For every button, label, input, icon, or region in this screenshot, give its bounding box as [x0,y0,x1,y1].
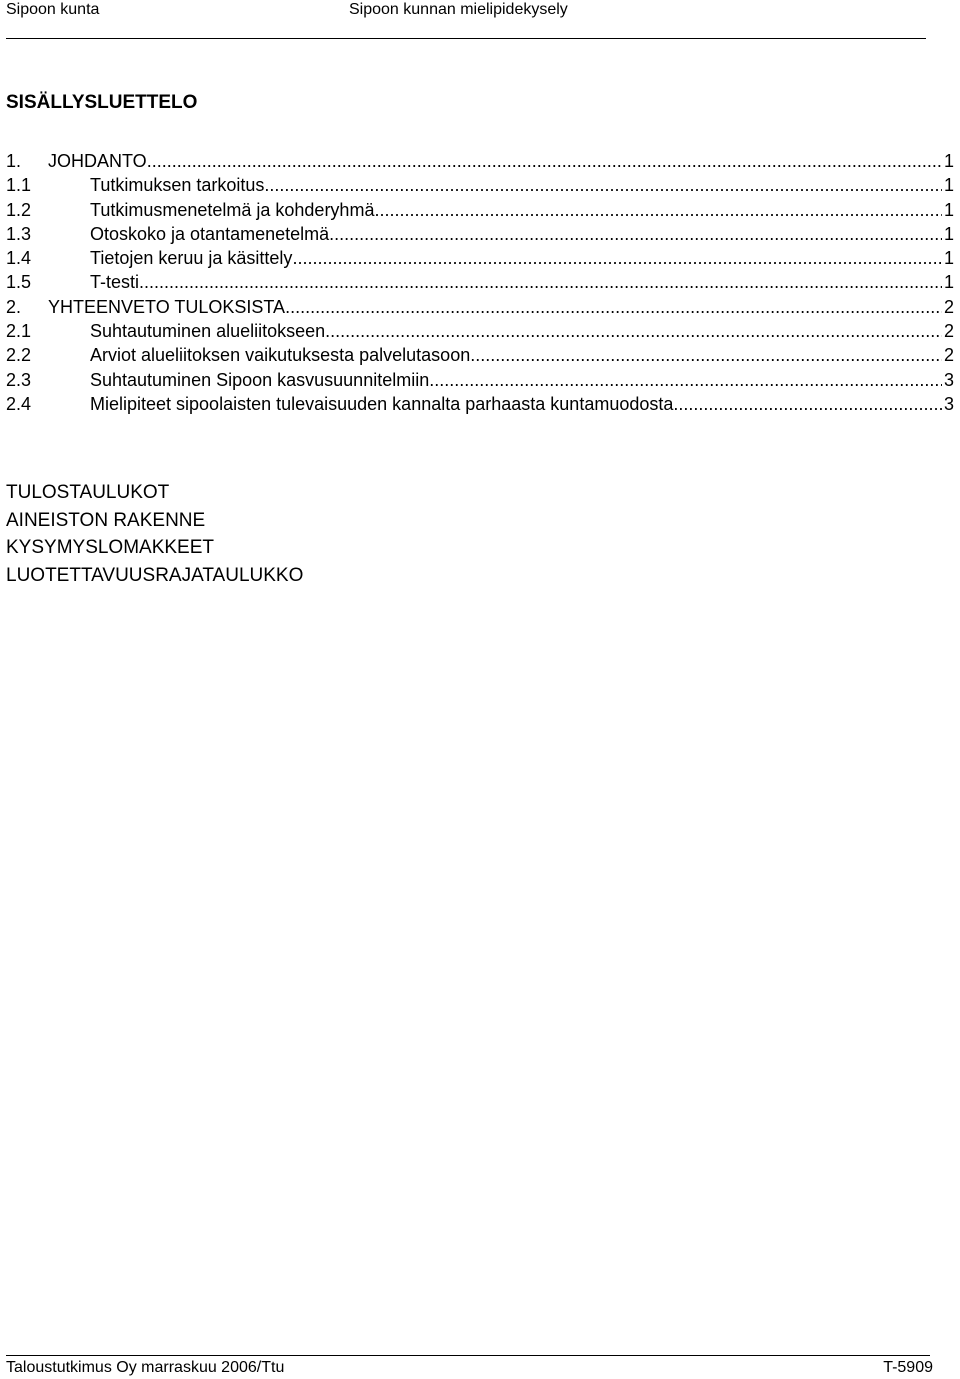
header-document-title: Sipoon kunnan mielipidekysely [349,1,568,18]
toc-entry-number: 1. [6,151,22,171]
toc-entry-title: Mielipiteet sipoolaisten tulevaisuuden kannalta parhaasta kuntamuodosta [90,393,674,414]
toc-entry-1-2[interactable] [6,200,954,224]
toc-entry-page: 1 [943,248,954,269]
toc-entry-title: Otoskoko ja otantamenetelmä [90,223,330,244]
toc-entry-number: 1.5 [6,272,32,293]
toc-entry-2-3[interactable] [6,370,954,394]
toc-entry-2-1[interactable] [6,321,954,345]
toc-entry-2-4[interactable] [6,394,954,418]
toc-entry-page: 3 [943,393,954,414]
toc-leader-dots [673,394,942,415]
toc-entry-1-4[interactable] [6,248,954,272]
toc-leader-dots [264,175,942,196]
toc-heading: SISÄLLYSLUETTELO [6,92,198,113]
toc-entry-page: 1 [943,175,954,196]
toc-entry-title: Tutkimuksen tarkoitus [90,175,265,196]
toc-entry-title: Tietojen keruu ja käsittely [90,248,293,269]
toc-entry-number: 2.1 [6,321,32,342]
page-footer [6,1355,933,1376]
toc-entry-number: 2.3 [6,369,32,390]
appendix-item: TULOSTAULUKOT [6,482,170,503]
toc-entry-2[interactable] [6,297,954,321]
toc-leader-dots [139,272,942,293]
toc-entry-title: Tutkimusmenetelmä ja kohderyhmä [90,199,375,220]
appendix-item: LUOTETTAVUUSRAJATAULUKKO [6,564,304,586]
appendix-item: AINEISTON RAKENNE [6,509,206,531]
toc-entry-page: 1 [943,272,954,293]
toc-entry-title: JOHDANTO [48,151,147,171]
toc-entry-page: 1 [943,223,954,244]
toc-entry-page: 1 [943,151,954,171]
toc-entry-1-1[interactable] [6,175,954,199]
toc-entry-1-3[interactable] [6,224,954,248]
appendix-list [6,481,303,591]
page-header [6,0,926,39]
toc-leader-dots [429,370,942,391]
toc-entry-1[interactable] [6,151,954,175]
toc-entry-number: 2.2 [6,345,32,366]
header-organization: Sipoon kunta [6,1,100,18]
toc-entry-title: Arviot alueliitoksen vaikutuksesta palvelutasoon [90,345,471,366]
footer-document-code: T-5909 [883,1359,933,1376]
toc-entry-number: 2. [6,296,22,317]
toc-entry-title: Suhtautuminen Sipoon kasvusuunnitelmiin [90,369,430,390]
appendix-item: KYSYMYSLOMAKKEET [6,537,215,558]
table-of-contents [6,151,954,418]
toc-leader-dots [325,321,942,342]
toc-entry-number: 2.4 [6,393,32,414]
toc-leader-dots [292,248,942,269]
toc-leader-dots [470,345,942,366]
toc-leader-dots [329,224,942,245]
toc-entry-page: 2 [943,345,954,366]
toc-entry-title: Suhtautuminen alueliitokseen [90,321,326,342]
toc-leader-dots [147,151,942,172]
footer-publisher: Taloustutkimus Oy marraskuu 2006/Ttu [6,1359,285,1376]
toc-entry-number: 1.1 [6,175,32,196]
toc-entry-1-5[interactable] [6,272,954,296]
toc-leader-dots [374,200,942,221]
toc-entry-2-2[interactable] [6,345,954,369]
toc-entry-page: 3 [943,369,954,390]
toc-leader-dots [285,297,942,318]
toc-entry-title: YHTEENVETO TULOKSISTA [48,296,286,317]
toc-entry-page: 2 [943,296,954,317]
toc-entry-title: T-testi [90,272,140,293]
toc-entry-number: 1.4 [6,248,32,269]
toc-entry-page: 2 [943,321,954,342]
toc-entry-number: 1.3 [6,223,32,244]
toc-entry-page: 1 [943,199,954,220]
toc-entry-number: 1.2 [6,199,32,220]
